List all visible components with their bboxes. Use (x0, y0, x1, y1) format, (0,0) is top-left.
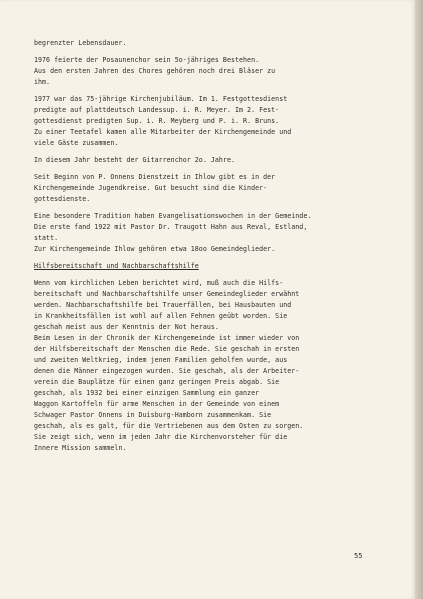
text-line: Zur Kirchengemeinde Ihlow gehören etwa 18oo Gemeindeglieder. (34, 245, 276, 253)
paragraph-4 (34, 155, 386, 166)
text-line: bereitschaft und Nachbarschaftshilfe unser Gemeindeglieder erwähnt (34, 290, 300, 298)
text-line: predigte auf plattdeutsch Landessup. i. R. Meyer. Im 2. Fest- (34, 106, 280, 114)
text-line: statt. (34, 234, 59, 242)
body-text (34, 38, 386, 454)
paragraph-6 (34, 211, 386, 255)
text-line: 1977 war das 75-jährige Kirchenjubiläum. Im 1. Festgottesdienst (34, 95, 288, 103)
text-line: Wenn vom kirchlichen Leben berichtet wird, muß auch die Hilfs- (34, 279, 284, 287)
section-heading-text: Hilfsbereitschaft und Nachbarschaftshilfe (34, 262, 199, 270)
text-line: in Krankheitsfällen ist wohl auf allen Fehnen geübt worden. Sie (34, 312, 288, 320)
paragraph-1 (34, 38, 386, 49)
paragraph-3 (34, 94, 386, 149)
text-line: Aus den ersten Jahren des Chores gehören noch drei Bläser zu (34, 67, 276, 75)
page-number: 55 (354, 552, 363, 560)
paragraph-2 (34, 55, 386, 88)
text-line: Waggon Kartoffeln für arme Menschen in der Gemeinde von einem (34, 400, 280, 408)
text-line: Innere Mission sammeln. (34, 444, 127, 452)
paragraph-5 (34, 172, 386, 205)
text-line: Eine besondere Tradition haben Evangelisationswochen in der Gemeinde. (34, 212, 312, 220)
text-line: und zweiten Weltkrieg, indem jenen Familien geholfen wurde, aus (34, 356, 288, 364)
text-line: der Hilfsbereitschaft der Menschen die Rede. Sie geschah in ersten (34, 345, 300, 353)
text-line: Sie zeigt sich, wenn im jeden Jahr die Kirchenvorsteher für die (34, 433, 288, 441)
text-line: Beim Lesen in der Chronik der Kirchengemeinde ist immer wieder von (34, 334, 300, 342)
text-line: denen die Männer eingezogen wurden. Sie geschah, als der Arbeiter- (34, 367, 300, 375)
section-heading (34, 261, 386, 272)
text-line: gottesdienst predigten Sup. i. R. Meyberg und P. i. R. Bruns. (34, 117, 280, 125)
text-line: geschah, als es galt, für die Vertriebenen aus dem Osten zu sorgen. (34, 422, 304, 430)
text-line: gottesdienste. (34, 195, 91, 203)
text-line: Zu einer Teetafel kamen alle Mitarbeiter der Kirchengemeinde und (34, 128, 292, 136)
page-edge (415, 0, 423, 599)
text-line: Die erste fand 1922 mit Pastor Dr. Traugott Hahn aus Reval, Estland, (34, 223, 308, 231)
text-line: In diesem Jahr besteht der Gitarrenchor 2o. Jahre. (34, 156, 235, 164)
text-line: geschah, als 1932 bei einer einzigen Sammlung ein ganzer (34, 389, 260, 397)
text-line: Seit Beginn von P. Onnens Dienstzeit in Ihlow gibt es in der (34, 173, 276, 181)
text-line: Schwager Pastor Onnens in Duisburg-Hamborn zusammenkam. Sie (34, 411, 272, 419)
text-line: Kirchengemeinde Jugendkreise. Gut besucht sind die Kinder- (34, 184, 268, 192)
text-line: viele Gäste zusammen. (34, 139, 119, 147)
text-line: ihm. (34, 78, 51, 86)
text-line: 1976 feierte der Posaunenchor sein 5o-jähriges Bestehen. (34, 56, 260, 64)
text-line: geschah meist aus der Kenntnis der Not heraus. (34, 323, 219, 331)
text-line: verein die Bauplätze für einen ganz geringen Preis abgab. Sie (34, 378, 280, 386)
paragraph-7 (34, 278, 386, 454)
text-line: begrenzter Lebensdauer. (34, 39, 127, 47)
text-line: werden. Nachbarschaftshilfe bei Trauerfällen, bei Hausbauten und (34, 301, 292, 309)
